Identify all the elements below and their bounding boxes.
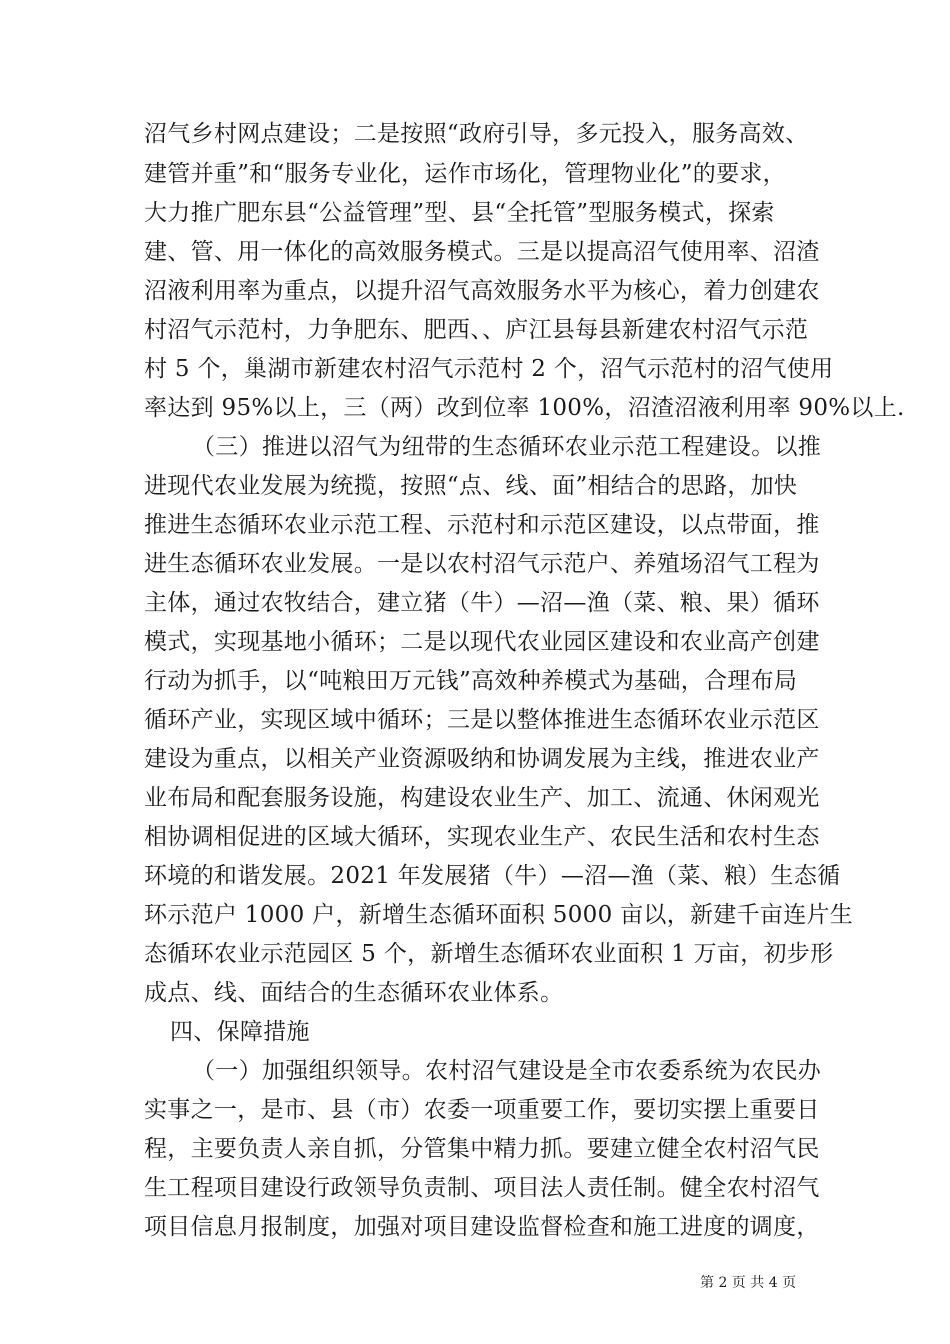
text-line: 沼液利用率为重点，以提升沼气高效服务水平为核心，着力创建农 xyxy=(144,278,820,304)
text-line: 推进生态循环农业示范工程、示范村和示范区建设，以点带面，推 xyxy=(144,512,820,538)
section-heading-line: （三）推进以沼气为纽带的生态循环农业示范工程建设。以推 xyxy=(192,434,822,460)
text-line: 态循环农业示范园区 5 个，新增生态循环农业面积 1 万亩，初步形 xyxy=(144,941,834,967)
text-line: 环示范户 1000 户，新增生态循环面积 5000 亩以，新建千亩连片生 xyxy=(144,902,854,928)
text-line: 建管并重”和“服务专业化，运作市场化，管理物业化”的要求， xyxy=(144,161,786,187)
section-heading-line: （一）加强组织领导。农村沼气建设是全市农委系统为农民办 xyxy=(192,1058,822,1084)
text-line: 项目信息月报制度，加强对项目建设监督检查和施工进度的调度， xyxy=(144,1214,820,1240)
text-line: 大力推广肥东县“公益管理”型、县“全托管”型服务模式，探索 xyxy=(144,200,775,226)
text-line: 行动为抓手，以“吨粮田万元钱”高效种养模式为基础，合理布局 xyxy=(144,668,798,694)
text-line: 率达到 95%以上，三（两）改到位率 100%，沼渣沼液利用率 90%以上. xyxy=(144,395,905,421)
text-line: 进生态循环农业发展。一是以农村沼气示范户、养殖场沼气工程为 xyxy=(144,551,820,577)
text-line: 建设为重点，以相关产业资源吸纳和协调发展为主线，推进农业产 xyxy=(144,746,820,772)
text-line: 村 5 个，巢湖市新建农村沼气示范村 2 个，沼气示范村的沼气使用 xyxy=(144,356,834,382)
text-line: 业布局和配套服务设施，构建设农业生产、加工、流通、休闲观光 xyxy=(144,785,820,811)
text-line: 生工程项目建设行政领导负责制、项目法人责任制。健全农村沼气 xyxy=(144,1175,820,1201)
page-number: 第 2 页 共 4 页 xyxy=(700,1275,797,1291)
text-line: 相协调相促进的区域大循环，实现农业生产、农民生活和农村生态 xyxy=(144,824,820,850)
text-line: 村沼气示范村，力争肥东、肥西、、庐江县每县新建农村沼气示范 xyxy=(144,317,809,343)
text-line: 实事之一，是市、县（市）农委一项重要工作，要切实摆上重要日 xyxy=(144,1097,820,1123)
text-line: 沼气乡村网点建设；二是按照“政府引导，多元投入，服务高效、 xyxy=(144,121,809,147)
section-title: 四、保障措施 xyxy=(170,1019,310,1045)
text-line: 程，主要负责人亲自抓，分管集中精力抓。要建立健全农村沼气民 xyxy=(144,1136,820,1162)
text-line: 模式，实现基地小循环；二是以现代农业园区建设和农业高产创建 xyxy=(144,629,820,655)
text-line: 循环产业，实现区域中循环；三是以整体推进生态循环农业示范区 xyxy=(144,707,820,733)
text-line: 建、管、用一体化的高效服务模式。三是以提高沼气使用率、沼渣 xyxy=(144,239,820,265)
text-line: 主体，通过农牧结合，建立猪（牛）—沼—渔（菜、粮、果）循环 xyxy=(144,590,820,616)
text-line: 成点、线、面结合的生态循环农业体系。 xyxy=(144,980,564,1006)
text-line: 进现代农业发展为统揽，按照“点、线、面”相结合的思路，加快 xyxy=(144,473,798,499)
text-line: 环境的和谐发展。2021 年发展猪（牛）—沼—渔（菜、粮）生态循 xyxy=(144,863,841,889)
